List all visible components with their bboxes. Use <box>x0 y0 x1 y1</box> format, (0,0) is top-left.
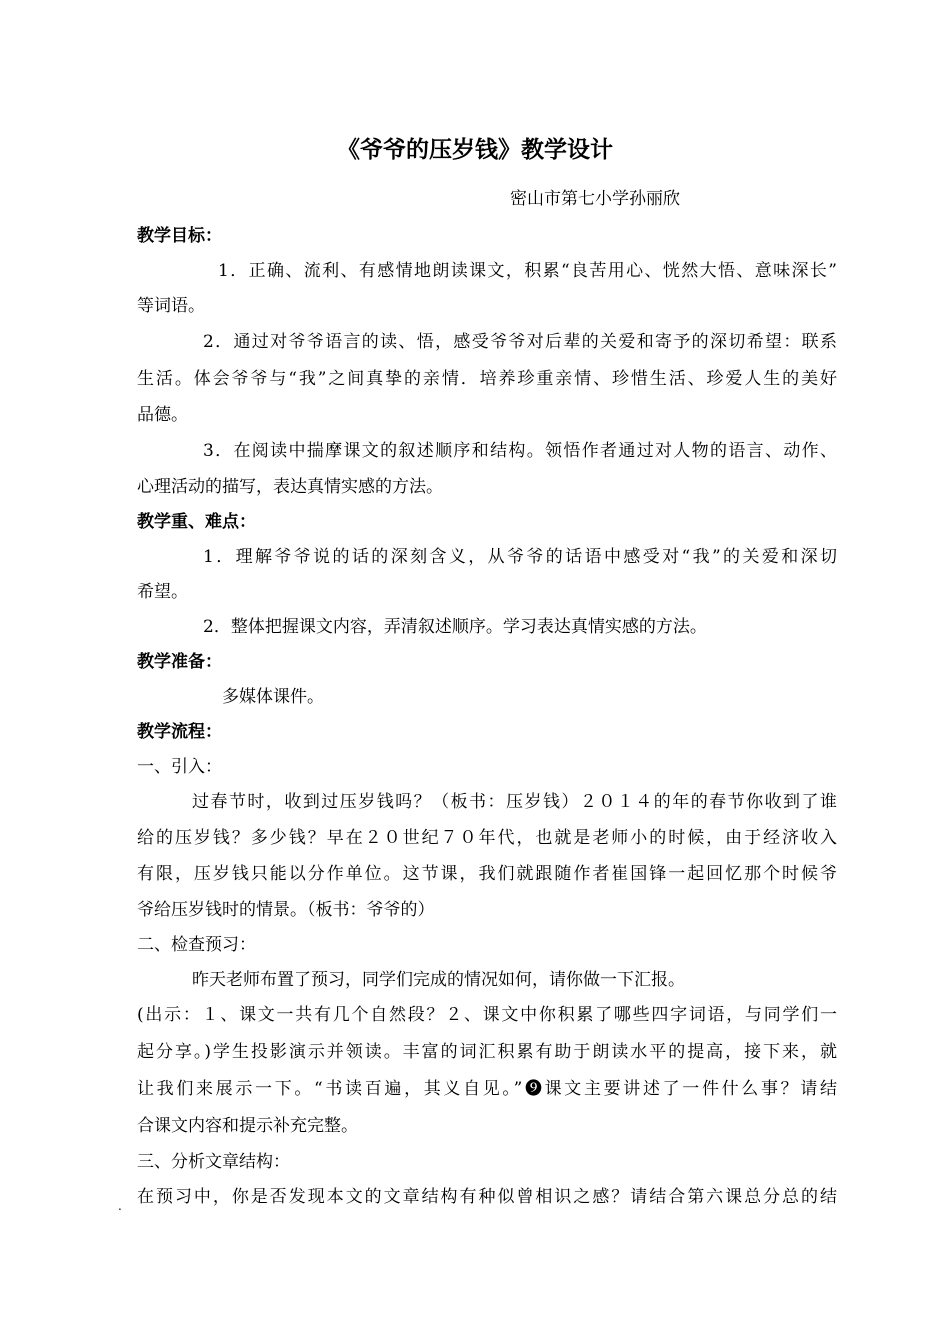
step-2-line-4: 让我们来展示一下。“书读百遍，其义自见。”❾课文主要讲述了一件什么事？请结 <box>137 1079 837 1099</box>
step-1-line-3: 有限，压岁钱只能以分作单位。这节课，我们就跟随作者崔国锋一起回忆那个时候爷 <box>137 864 837 884</box>
step-3-heading: 三、分析文章结构： <box>137 1152 290 1172</box>
objective-3-line-2: 心理活动的描写，表达真情实感的方法。 <box>137 477 443 497</box>
step-2-line-5: 合课文内容和提示补充完整。 <box>137 1116 358 1136</box>
keypoint-1-line-1: 1．理解爷爷说的话的深刻含义，从爷爷的话语中感受对“我”的关爱和深切 <box>203 547 837 567</box>
step-1-heading: 一、引入： <box>137 757 222 777</box>
author-line: 密山市第七小学孙丽欣 <box>510 189 680 209</box>
objective-1-line-1: 1．正确、流利、有感情地朗读课文，积累“良苦用心、恍然大悟、意味深长” <box>218 261 837 281</box>
step-2-line-3: 起分享。)学生投影演示并领读。丰富的词汇积累有助于朗读水平的提高，接下来，就 <box>137 1042 837 1062</box>
step-1-line-2: 给的压岁钱？多少钱？早在２０世纪７０年代，也就是老师小的时候，由于经济收入 <box>137 828 837 848</box>
step-3-line-1: 在预习中，你是否发现本文的文章结构有种似曾相识之感？请结合第六课总分总的结 <box>137 1187 837 1207</box>
keypoint-2-line-1: 2．整体把握课文内容，弄清叙述顺序。学习表达真情实感的方法。 <box>203 617 707 637</box>
keypoint-1-line-2: 希望。 <box>137 582 188 602</box>
section-heading-preparation: 教学准备： <box>137 652 222 672</box>
step-2-line-2: (出示：１、课文一共有几个自然段？２、课文中你积累了哪些四字词语，与同学们一 <box>137 1005 837 1025</box>
objective-1-line-2: 等词语。 <box>137 296 205 316</box>
objective-2-line-3: 品德。 <box>137 405 188 425</box>
preparation-text: 多媒体课件。 <box>222 687 324 707</box>
objective-2-line-2: 生活。体会爷爷与“我”之间真挚的亲情．培养珍重亲情、珍惜生活、珍爱人生的美好 <box>137 369 837 389</box>
section-heading-keypoints: 教学重、难点： <box>137 512 256 532</box>
objective-3-line-1: 3．在阅读中揣摩课文的叙述顺序和结构。领悟作者通过对人物的语言、动作、 <box>203 441 837 461</box>
step-1-line-4: 爷给压岁钱时的情景。（板书：爷爷的） <box>137 900 435 920</box>
document-title: 《爷爷的压岁钱》教学设计 <box>337 137 613 163</box>
step-2-heading: 二、检查预习： <box>137 935 256 955</box>
section-heading-flow: 教学流程： <box>137 722 222 742</box>
margin-mark: . <box>118 1199 122 1213</box>
step-1-line-1: 过春节时，收到过压岁钱吗？（板书：压岁钱）２０１４的年的春节你收到了谁 <box>192 792 837 812</box>
objective-2-line-1: 2．通过对爷爷语言的读、悟，感受爷爷对后辈的关爱和寄予的深切希望：联系 <box>203 332 837 352</box>
step-2-line-1: 昨天老师布置了预习，同学们完成的情况如何，请你做一下汇报。 <box>192 970 685 990</box>
section-heading-objectives: 教学目标： <box>137 226 222 246</box>
